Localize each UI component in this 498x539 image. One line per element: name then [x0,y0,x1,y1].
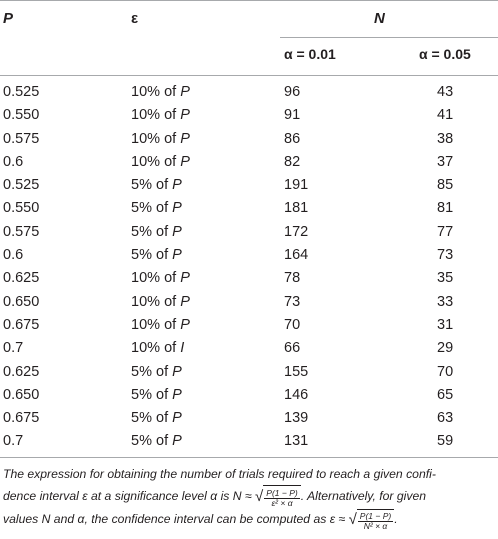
table-row [0,337,498,360]
header-alpha-001: α = 0.01 [284,46,336,62]
cell-epsilon [131,247,182,263]
cell-alpha-001: 86 [284,130,301,147]
cell-epsilon [131,410,182,426]
cell-p: 0.525 [3,177,40,194]
table-row [0,407,498,430]
cell-alpha-005: 31 [437,316,454,333]
cell-epsilon-pct: 10% [131,130,161,147]
cell-epsilon-of: of [156,363,169,380]
table-row [0,81,498,104]
cell-epsilon-of: of [164,270,177,287]
cell-alpha-005: 29 [437,340,454,357]
cell-p: 0.550 [3,107,40,124]
cell-alpha-001: 91 [284,107,301,124]
cell-epsilon [131,84,190,100]
table-row [0,267,498,290]
cell-epsilon-ref: P [172,223,182,240]
cell-epsilon-pct: 10% [131,153,161,170]
cell-epsilon [131,200,182,216]
cell-p: 0.550 [3,200,40,217]
table-row [0,430,498,453]
cell-epsilon-of: of [164,107,177,124]
cell-alpha-005: 35 [437,270,454,287]
cell-p: 0.575 [3,223,40,240]
cell-epsilon [131,131,190,147]
radical-bar [263,485,300,508]
table-row [0,104,498,127]
cell-epsilon-pct: 10% [131,84,161,100]
cell-p: 0.625 [3,363,40,380]
cell-epsilon-ref: P [180,293,190,310]
cell-epsilon-pct: 5% [131,200,152,217]
cell-alpha-001: 164 [284,247,309,264]
cell-epsilon-ref: P [172,386,182,403]
formula-n-denominator: ε² × α [271,497,293,508]
cell-p: 0.6 [3,153,24,170]
cell-epsilon-pct: 5% [131,433,152,450]
header-epsilon: ε [131,10,139,27]
cell-epsilon-pct: 5% [131,177,152,194]
table-row [0,128,498,151]
cell-alpha-005: 85 [437,177,454,194]
footnote-line-3-end: . [394,512,398,527]
bottom-rule [0,457,498,458]
cell-epsilon-of: of [156,247,169,264]
cell-alpha-001: 78 [284,270,301,287]
table-row [0,384,498,407]
cell-epsilon-of: of [156,386,169,403]
cell-alpha-005: 63 [437,410,454,427]
header-alpha-005: α = 0.05 [419,46,471,62]
cell-alpha-001: 66 [284,340,301,357]
cell-p: 0.650 [3,386,40,403]
formula-eps-numerator: P(1 − P) [359,510,392,521]
table-row [0,151,498,174]
header-n: N [374,10,385,27]
cell-epsilon [131,387,182,403]
cell-alpha-001: 131 [284,433,309,450]
cell-alpha-001: 82 [284,153,301,170]
radical-bar [357,509,394,532]
cell-epsilon [131,433,182,449]
formula-eps-denominator: N² × α [363,520,388,531]
cell-epsilon [131,107,190,123]
cell-p: 0.7 [3,433,24,450]
cell-epsilon-pct: 10% [131,316,161,333]
header-p: P [3,10,14,27]
cell-epsilon-ref: P [172,363,182,380]
cell-alpha-001: 172 [284,223,309,240]
cell-alpha-001: 96 [284,84,301,100]
cell-epsilon-ref: P [180,153,190,170]
cell-epsilon-pct: 10% [131,270,161,287]
table-row [0,314,498,337]
cell-p: 0.675 [3,410,40,427]
footnote-line-3-start: values N and α, the confidence interval can be computed as ε ≈ [3,512,346,527]
cell-epsilon-ref: P [172,247,182,264]
cell-alpha-005: 73 [437,247,454,264]
cell-epsilon-of: of [164,316,177,333]
cell-epsilon-pct: 10% [131,107,161,124]
cell-alpha-001: 70 [284,316,301,333]
cell-epsilon-ref: P [172,410,182,427]
cell-epsilon-pct: 5% [131,247,152,264]
cell-epsilon [131,224,182,240]
cell-epsilon-of: of [156,433,169,450]
cell-epsilon [131,317,190,333]
cell-alpha-001: 191 [284,177,309,194]
cell-epsilon-of: of [164,84,177,100]
cell-epsilon [131,294,190,310]
cell-epsilon-pct: 5% [131,386,152,403]
cell-epsilon-of: of [164,340,177,357]
cell-alpha-005: 65 [437,386,454,403]
sqrt-symbol: √ [348,511,357,529]
cell-alpha-001: 146 [284,386,309,403]
cell-epsilon-ref: I [180,340,185,357]
table-row [0,197,498,220]
cell-epsilon-ref: P [172,177,182,194]
cell-epsilon-ref: P [180,107,190,124]
cell-epsilon [131,364,182,380]
cell-epsilon-of: of [164,130,177,147]
cell-epsilon [131,340,184,356]
cell-epsilon-pct: 5% [131,223,152,240]
table-footnote [3,463,495,532]
table-row [0,244,498,267]
footnote-line-1: The expression for obtaining the number of trials required to reach a given confi- [3,467,436,481]
cell-epsilon-of: of [156,223,169,240]
cell-epsilon-ref: P [172,200,182,217]
cell-alpha-001: 155 [284,363,309,380]
cell-epsilon-pct: 5% [131,410,152,427]
cell-alpha-005: 81 [437,200,454,217]
cell-p: 0.650 [3,293,40,310]
cell-p: 0.7 [3,340,24,357]
cell-p: 0.575 [3,130,40,147]
cell-alpha-005: 37 [437,153,454,170]
footnote-line-2-start: dence interval ε at a significance level α is N ≈ [3,489,252,503]
table-row [0,174,498,197]
footnote-line-2-end: . Alternatively, for given [300,489,427,503]
top-rule [0,0,498,1]
table-body [0,81,498,454]
cell-p: 0.525 [3,84,40,100]
cell-epsilon-ref: P [180,316,190,333]
cell-epsilon [131,270,190,286]
cell-epsilon-ref: P [172,433,182,450]
formula-n-fraction [264,489,299,508]
footnote-line-3 [3,508,495,531]
cell-alpha-005: 70 [437,363,454,380]
cell-epsilon-ref: P [180,130,190,147]
sqrt-symbol: √ [255,487,264,505]
table-row [0,361,498,384]
cell-epsilon-pct: 10% [131,293,161,310]
cell-alpha-005: 77 [437,223,454,240]
cell-epsilon-of: of [164,153,177,170]
cell-alpha-001: 139 [284,410,309,427]
cell-epsilon-ref: P [180,270,190,287]
cell-epsilon-of: of [164,293,177,310]
formula-n-numerator: P(1 − P) [266,487,298,498]
cell-alpha-001: 73 [284,293,301,310]
cell-alpha-005: 33 [437,293,454,310]
cell-epsilon-of: of [156,200,169,217]
cell-alpha-005: 41 [437,107,454,124]
cell-epsilon [131,177,182,193]
cell-alpha-005: 59 [437,433,454,450]
cell-alpha-001: 181 [284,200,309,217]
cell-epsilon [131,154,190,170]
cell-p: 0.6 [3,247,24,264]
cell-alpha-005: 43 [437,84,454,100]
n-group-rule [280,37,498,38]
table-row [0,291,498,314]
cell-epsilon-pct: 10% [131,340,161,357]
formula-eps-fraction [358,512,393,531]
cell-epsilon-ref: P [180,84,190,100]
cell-epsilon-pct: 5% [131,363,152,380]
cell-p: 0.625 [3,270,40,287]
cell-epsilon-of: of [156,177,169,194]
table-row [0,221,498,244]
footnote-line-2 [3,485,495,508]
cell-p: 0.675 [3,316,40,333]
header-rule [0,75,498,76]
cell-alpha-005: 38 [437,130,454,147]
cell-epsilon-of: of [156,410,169,427]
